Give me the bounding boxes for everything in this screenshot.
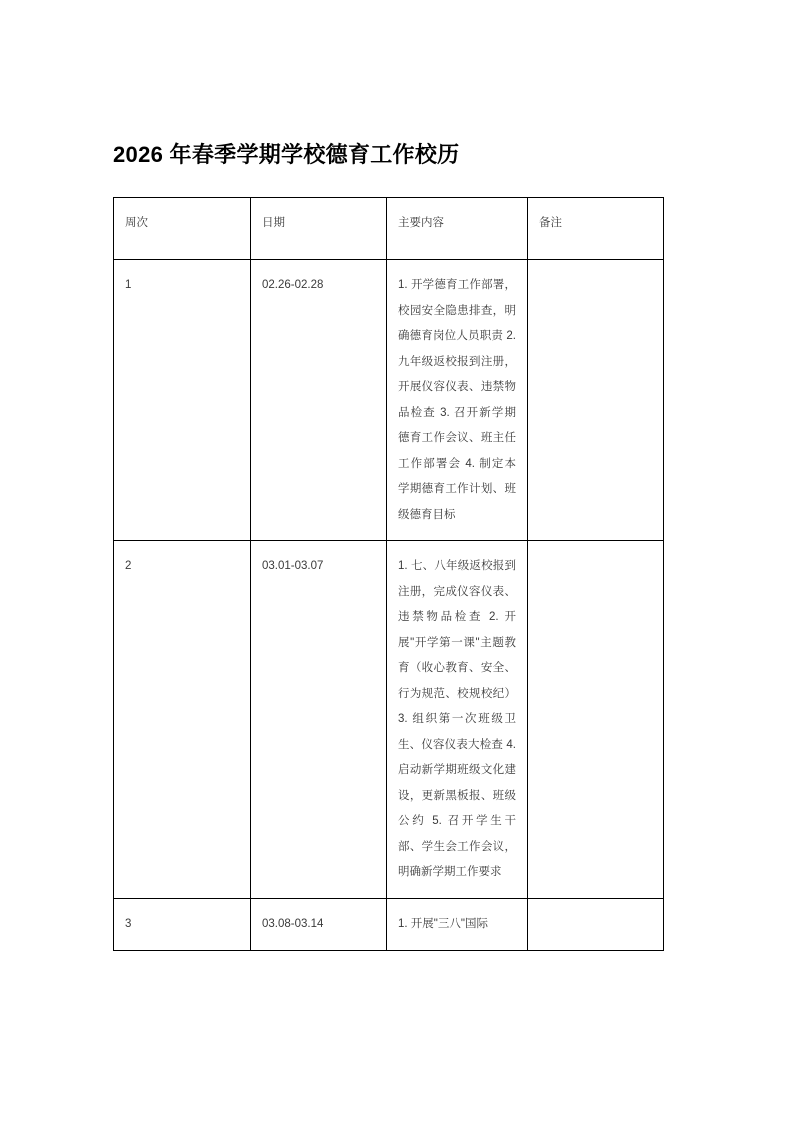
cell-date: 03.01-03.07 (251, 541, 387, 899)
cell-content: 1. 开学德育工作部署，校园安全隐患排查，明确德育岗位人员职责 2. 九年级返校报到注册，开展仪容仪表、违禁物品检查 3. 召开新学期德育工作会议、班主任工作部署会 4. 制定本学期德育工作计划、班级德育目标 (387, 260, 528, 541)
column-header-content: 主要内容 (387, 198, 528, 260)
cell-week: 3 (114, 898, 251, 951)
table-row (114, 898, 664, 951)
cell-remark (528, 260, 664, 541)
cell-date: 02.26-02.28 (251, 260, 387, 541)
column-header-date: 日期 (251, 198, 387, 260)
cell-remark (528, 898, 664, 951)
table-row (114, 541, 664, 899)
page-title: 2026 年春季学期学校德育工作校历 (113, 141, 460, 167)
cell-content: 1. 开展"三八"国际 (387, 898, 528, 951)
moral-education-calendar-table (113, 197, 664, 951)
cell-remark (528, 541, 664, 899)
cell-date: 03.08-03.14 (251, 898, 387, 951)
table-header-row (114, 198, 664, 260)
column-header-remark: 备注 (528, 198, 664, 260)
cell-week: 2 (114, 541, 251, 899)
cell-week: 1 (114, 260, 251, 541)
cell-content: 1. 七、八年级返校报到注册，完成仪容仪表、违禁物品检查 2. 开展"开学第一课"主题教育（收心教育、安全、行为规范、校规校纪）3. 组织第一次班级卫生、仪容仪表大检查 4. 启动新学期班级文化建设，更新黑板报、班级公约 5. 召开学生干部、学生会工作会议，明确新学期工作要求 (387, 541, 528, 899)
table-row (114, 260, 664, 541)
column-header-week: 周次 (114, 198, 251, 260)
